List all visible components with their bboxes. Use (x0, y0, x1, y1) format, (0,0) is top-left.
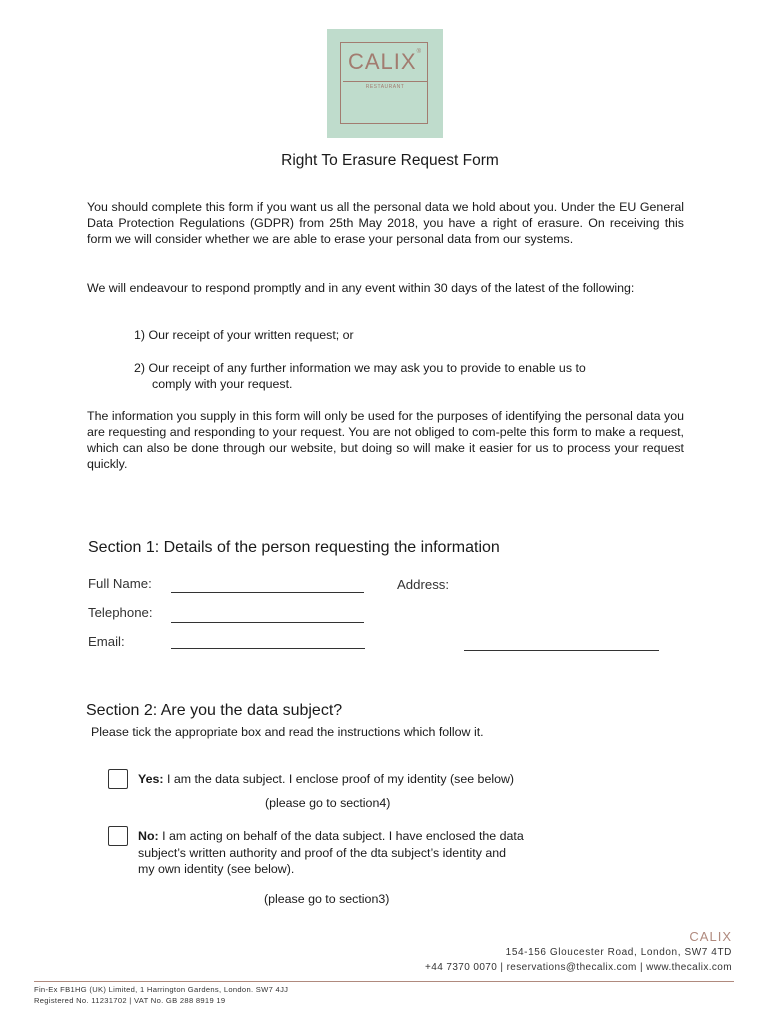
footer-legal-address: Fin-Ex FB1HG (UK) Limited, 1 Harrington Gardens, London. SW7 4JJ (34, 985, 289, 994)
logo-divider (343, 81, 427, 82)
list-item-2-continued: comply with your request. (152, 377, 293, 391)
no-option-description: I am acting on behalf of the data subject. I have enclosed the data (158, 829, 524, 843)
logo-wordmark: CALIX® (347, 49, 422, 74)
yes-checkbox[interactable] (108, 769, 128, 789)
no-option-label: No: (138, 829, 159, 843)
no-option-line-3: my own identity (see below). (138, 862, 295, 876)
logo-subtitle: RESTAURANT (365, 84, 405, 90)
no-option-line-2: subject’s written authority and proof of the dta subject’s identity and (138, 846, 507, 860)
yes-option-label: Yes: (138, 772, 164, 786)
restaurant-logo (327, 29, 443, 138)
yes-goto-note: (please go to section4) (265, 796, 391, 810)
list-item-2: 2) Our receipt of any further information we may ask you to provide to enable us to (134, 361, 586, 375)
no-goto-note: (please go to section3) (264, 892, 390, 906)
no-checkbox[interactable] (108, 826, 128, 846)
form-title: Right To Erasure Request Form (281, 152, 499, 169)
email-label: Email: (88, 634, 125, 649)
email-field[interactable] (171, 648, 365, 649)
intro-paragraph-1: You should complete this form if you want us all the personal data we hold about you. Under the EU General Data Protection Regulations (GDPR) from 25th May 2018, you have a right of erasure. On receiving this form we will consider whether we are able to erase your personal data from our systems. (87, 200, 684, 246)
footer-address: 154-156 Gloucester Road, London, SW7 4TD (505, 947, 732, 958)
section2-title: Section 2: Are you the data subject? (86, 702, 343, 719)
footer-legal-registration: Registered No. 11231702 | VAT No. GB 288 8919 19 (34, 996, 226, 1005)
section1-title: Section 1: Details of the person requesting the information (88, 539, 500, 556)
footer-contact: +44 7370 0070 | reservations@thecalix.com | www.thecalix.com (425, 962, 732, 973)
section2-instruction: Please tick the appropriate box and read the instructions which follow it. (91, 725, 484, 739)
no-option-line-1 (138, 828, 524, 845)
list-item-1: 1) Our receipt of your written request; or (134, 328, 354, 342)
yes-option-description: I am the data subject. I enclose proof of my identity (see below) (163, 772, 515, 786)
full-name-field[interactable] (171, 592, 364, 593)
address-label: Address: (397, 577, 450, 592)
intro-paragraph-3: The information you supply in this form will only be used for the purposes of identifying the personal data you are requesting and responding to your request. You are not obliged to com-pelte this form to make a request, which can also be done through our website, but doing so will make it easier for us to process your request quickly. (87, 409, 684, 471)
full-name-label: Full Name: (88, 576, 152, 591)
address-field[interactable] (464, 650, 659, 651)
telephone-label: Telephone: (88, 605, 153, 620)
footer-divider (34, 981, 734, 982)
telephone-field[interactable] (171, 622, 364, 623)
yes-option-text (138, 771, 514, 788)
footer-brand: CALIX (689, 929, 732, 944)
intro-paragraph-2: We will endeavour to respond promptly and in any event within 30 days of the latest of the following: (87, 281, 635, 295)
